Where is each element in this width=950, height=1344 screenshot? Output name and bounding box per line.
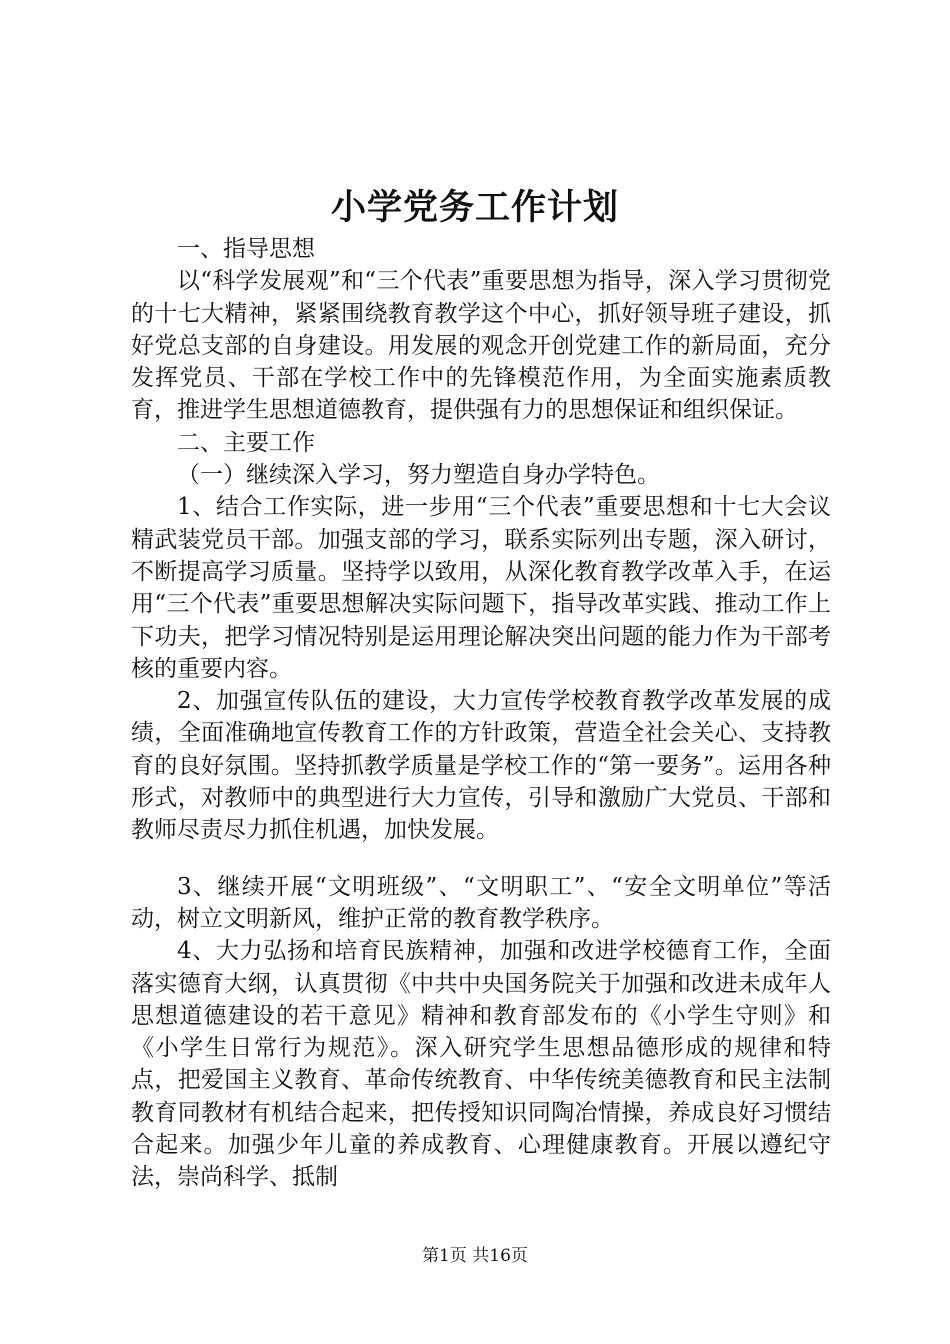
section-heading-main-work: 二、主要工作 <box>177 429 315 456</box>
paragraph-spacer <box>131 847 831 871</box>
paragraph-item-2: 2、加强宣传队伍的建设，大力宣传学校教育教学改革发展的成绩，全面准确地宣传教育工作的方针政策，营造全社会关心、支持教育的良好氛围。坚持抓教学质量是学校工作的“第一要务”。运用各种形式，对教师中的典型进行大力宣传，引导和激励广大党员、干部和教师尽责尽力抓住机遇，加快发展。 <box>131 688 831 844</box>
section-heading-guiding-ideology: 一、指导思想 <box>177 236 315 262</box>
document-body <box>131 233 831 1194</box>
paragraph-item-1: 1、结合工作实际，进一步用“三个代表”重要思想和十七大会议精武装党员干部。加强支部的学习，联系实际列出专题，深入研讨，不断提高学习质量。坚持学以致用，从深化教育教学改革入手，在运用“三个代表”重要思想解决实际问题下，指导改革实践、推动工作上下功夫，把学习情况特别是运用理论解决突出问题的能力作为干部考核的重要内容。 <box>131 494 831 682</box>
subsection-heading-continue-study: （一）继续深入学习，努力塑造自身办学特色。 <box>177 462 660 489</box>
paragraph-item-4: 4、大力弘扬和培育民族精神，加强和改进学校德育工作，全面落实德育大纲，认真贯彻《中共中央国务院关于加强和改进未成年人思想道德建设的若干意见》精神和教育部发布的《小学生守则》和《小学生日常行为规范》。深入研究学生思想品德形成的规律和特点，把爱国主义教育、革命传统教育、中华传统美德教育和民主法制教育同教材有机结合起来，把传授知识同陶冶情操，养成良好习惯结合起来。加强少年儿童的养成教育、心理健康教育。开展以遵纪守法，崇尚科学、抵制 <box>131 938 831 1191</box>
paragraph-item-3: 3、继续开展“文明班级”、“文明职工”、“安全文明单位”等活动，树立文明新风，维护正常的教育教学秩序。 <box>131 873 831 932</box>
page-footer: 第1页 共16页 <box>422 1246 528 1266</box>
paragraph-guiding-ideology: 以“科学发展观”和“三个代表”重要思想为指导，深入学习贯彻党的十七大精神，紧紧围绕教育教学这个中心，抓好领导班子建设，抓好党总支部的自身建设。用发展的观念开创党建工作的新局面，充分发挥党员、干部在学校工作中的先锋模范作用，为全面实施素质教育，推进学生思想道德教育，提供强有力的思想保证和组织保证。 <box>131 268 831 424</box>
document-title: 小学党务工作计划 <box>330 188 619 228</box>
